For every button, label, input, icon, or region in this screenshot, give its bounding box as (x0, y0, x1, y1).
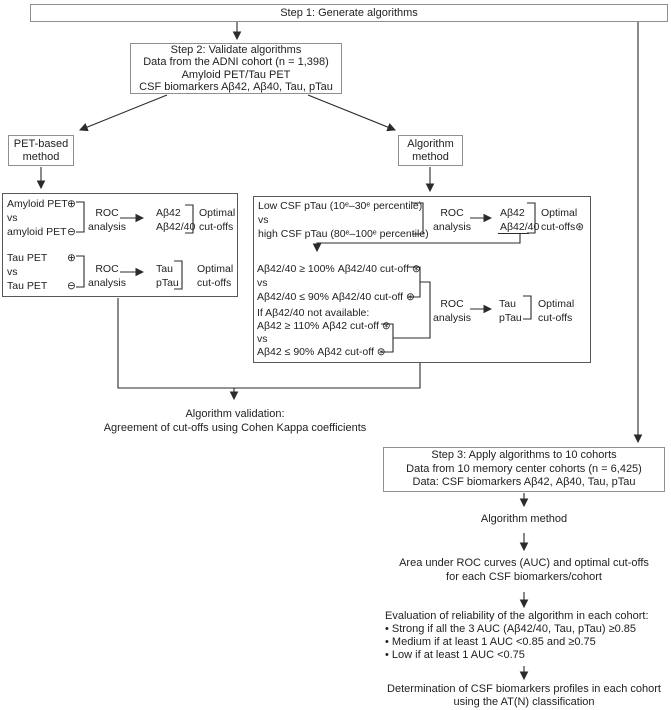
algorithm-validation-label (85, 407, 385, 435)
biomarker-outputs (156, 206, 195, 234)
text-line: high CSF pTau (80ᵉ–100ᵉ percentile) (258, 228, 429, 240)
roc-analysis-label (430, 297, 474, 325)
text-line: vs (257, 277, 268, 289)
text-line: method (22, 150, 60, 163)
text-line: Aβ42 (156, 207, 181, 219)
text-line: Aβ42/40 ≥ 100% Aβ42/40 cut-off ⊛ (257, 263, 421, 275)
text-line: for each CSF biomarkers/cohort (446, 571, 602, 583)
text-line: Area under ROC curves (AUC) and optimal cut-offs (399, 557, 649, 569)
ptau-percentile-comparison (258, 199, 429, 241)
text-line: cut-offs⊛ (541, 221, 585, 233)
arrow-step2-to-pet (80, 95, 167, 130)
text-line: analysis (88, 277, 126, 289)
step1-title: Step 1: Generate algorithms (280, 7, 418, 19)
text-line: Tau (156, 263, 173, 275)
comparison-label: vs (7, 266, 18, 278)
circled-plus-icon: ⊕ (67, 252, 76, 264)
spacer (67, 265, 83, 279)
text-line: pTau (156, 277, 179, 289)
text-line: Tau (499, 298, 516, 310)
text-line: CSF biomarkers Aβ42, Aβ40, Tau, pTau (139, 81, 333, 93)
comparison-label: vs (7, 212, 18, 224)
algorithm-analysis-box (253, 196, 591, 363)
comparison-label: Tau PET (7, 252, 48, 264)
text-line: cut-offs (538, 312, 573, 324)
text-line: Aβ42 (500, 207, 525, 219)
text-line: Data from the ADNI cohort (n = 1,398) (143, 56, 329, 68)
text-line: analysis (433, 312, 471, 324)
text-line: Step 3: Apply algorithms to 10 cohorts (431, 449, 617, 462)
text-line: PET-based (13, 137, 69, 150)
circled-plus-icon: ⊕ (67, 198, 76, 210)
text-line: Determination of CSF biomarkers profiles in each cohort (387, 683, 661, 695)
spacer (67, 211, 83, 225)
reliability-evaluation-label (385, 610, 649, 662)
roc-analysis-label (430, 206, 474, 234)
text-line: Aβ42 ≤ 90% Aβ42 cut-off ⊛ (257, 346, 386, 358)
algorithm-method-box (398, 135, 463, 166)
algorithm-method-label (454, 513, 594, 525)
text-line: Aβ42/40 ≤ 90% Aβ42/40 cut-off ⊛ (257, 291, 415, 303)
text-line: Data: CSF biomarkers Aβ42, Aβ40, Tau, pTau (412, 476, 636, 489)
comparison-label: Amyloid PET (7, 198, 68, 210)
optimal-cutoffs-label (197, 262, 233, 290)
auc-cutoffs-label (384, 556, 664, 584)
text-line: Optimal (541, 207, 578, 219)
algorithm-method-text: Algorithm method (480, 513, 568, 525)
step1-box (30, 4, 668, 22)
text-line: Agreement of cut-offs using Cohen Kappa coefficients (103, 422, 367, 434)
biomarker-outputs (500, 206, 539, 234)
text-line: method (412, 150, 449, 163)
text-line: Step 2: Validate algorithms (170, 43, 302, 56)
step3-box (383, 447, 665, 492)
roc-analysis-label (85, 262, 129, 290)
comparison-label: Tau PET (7, 280, 48, 292)
tau-pet-comparison (7, 251, 83, 293)
text-line: ROC (440, 298, 464, 310)
optimal-cutoffs-label (538, 297, 574, 325)
text-line: pTau (499, 312, 522, 324)
optimal-cutoffs-label (199, 206, 235, 234)
text-line: Evaluation of reliability of the algorithm in each cohort: (385, 610, 649, 622)
text-line: Amyloid PET/Tau PET (181, 68, 291, 81)
text-line: cut-offs (199, 221, 234, 233)
text-line: • Low if at least 1 AUC <0.75 (385, 649, 525, 661)
text-line: Optimal (538, 298, 575, 310)
step2-box (130, 43, 342, 94)
text-line: analysis (433, 221, 471, 233)
text-line: Data from 10 memory center cohorts (n = 6,425) (406, 462, 642, 475)
text-line: Algorithm validation: (185, 408, 285, 420)
text-line: ROC (440, 207, 464, 219)
circled-minus-icon: ⊖ (67, 226, 76, 238)
text-line: Algorithm (407, 137, 454, 150)
text-line: ROC (95, 263, 119, 275)
biomarker-outputs (499, 297, 522, 325)
text-line: • Medium if at least 1 AUC <0.85 and ≥0.75 (385, 636, 596, 648)
pet-method-box (8, 135, 74, 166)
text-line: • Strong if all the 3 AUC (Aβ42/40, Tau, pTau) ≥0.85 (385, 623, 637, 635)
text-line: Aβ42 ≥ 110% Aβ42 cut-off ⊛ (257, 320, 391, 332)
text-line: Aβ42/40 (156, 221, 196, 233)
text-line: Aβ42/40 (500, 221, 540, 233)
arrow-step2-to-algorithm (308, 95, 395, 130)
text-line: vs (257, 333, 268, 345)
text-line: using the AT(N) classification (453, 696, 595, 708)
comparison-label: amyloid PET (7, 226, 67, 238)
determination-label (364, 683, 671, 709)
pet-analysis-box (2, 193, 238, 297)
text-line: Low CSF pTau (10ᵉ–30ᵉ percentile) (258, 200, 423, 212)
text-line: ROC (95, 207, 119, 219)
optimal-cutoffs-label (541, 206, 584, 234)
text-line: vs (258, 214, 269, 226)
text-line: If Aβ42/40 not available: (257, 307, 370, 319)
ab-ratio-cutoff-comparison (257, 262, 421, 304)
amyloid-pet-comparison (7, 197, 83, 239)
text-line: cut-offs (197, 277, 232, 289)
biomarker-outputs (156, 262, 179, 290)
circled-minus-icon: ⊖ (67, 280, 76, 292)
roc-analysis-label (85, 206, 129, 234)
text-line: analysis (88, 221, 126, 233)
ab42-fallback-comparison (257, 307, 391, 359)
text-line: Optimal (197, 263, 234, 275)
text-line: Optimal (199, 207, 236, 219)
